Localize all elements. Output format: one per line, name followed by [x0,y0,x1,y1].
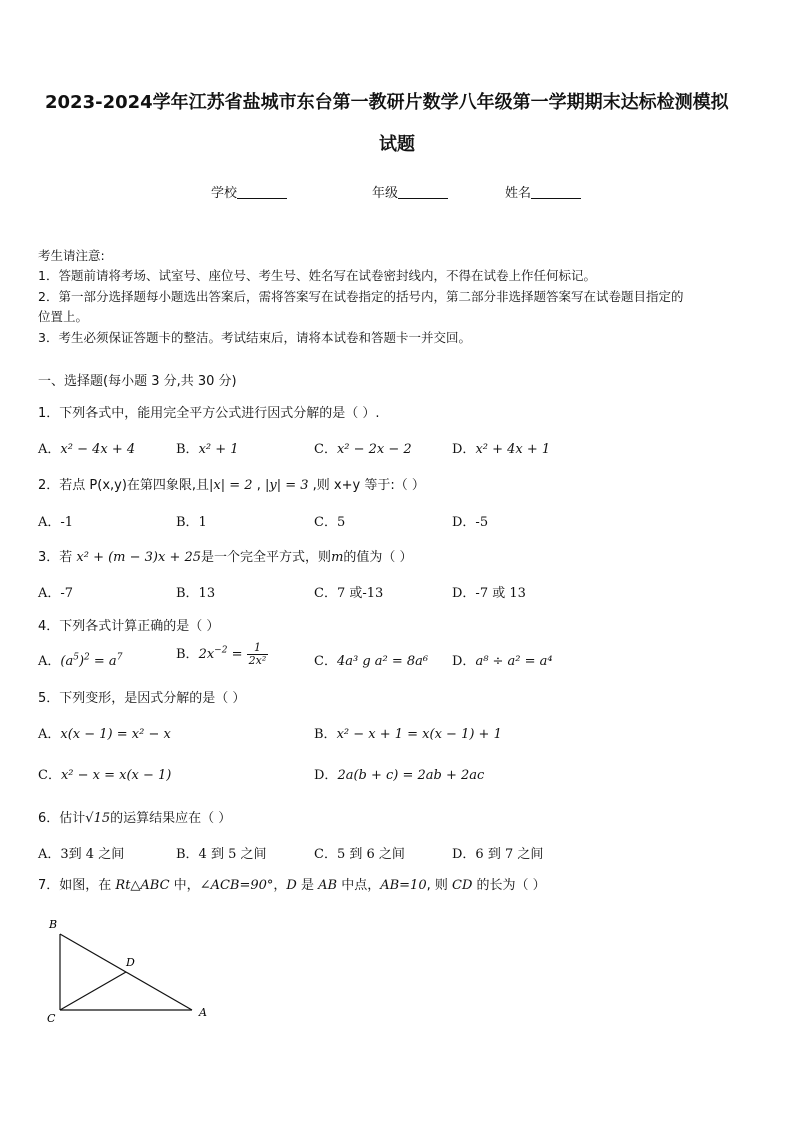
q6-stem [38,807,231,826]
q2-option-c: C．5 [314,515,346,530]
q4-d-math: a⁸ ÷ a² = a⁴ [475,654,553,669]
q7-cd: CD [452,878,473,893]
q5-option-c [38,764,171,783]
q2-abs-y: |y| = 3 [264,478,309,493]
q5-a-letter: A． [38,727,61,742]
notice-item-1: 1．答题前请将考场、试室号、座位号、考生号、姓名写在试卷密封线内，不得在试卷上作任何标记。 [38,268,596,283]
q4-b-den: 2x² [248,654,267,667]
page-title-line2: 试题 [379,134,415,155]
page-title-line1: 2023-2024学年江苏省盐城市东台第一教研片数学八年级第一学期期末达标检测模拟 [45,92,729,113]
grade-label: 年级 [372,186,399,201]
q5-option-b [314,723,502,742]
q4-a-close: ) [78,654,85,669]
segment-cd [60,972,126,1010]
q6-option-b: B．4 到 5 之间 [176,847,267,862]
q4-a-exp1: 5 [73,652,79,663]
q3-var: m [331,550,344,565]
q1-option-a [38,438,135,457]
q6-stem-pre: 6．估计 [38,811,86,826]
q7-s6: 的长为（ ） [472,878,546,893]
q5-b-math: x² − x + 1 = x(x − 1) + 1 [336,727,502,742]
q7-ab: AB [318,878,338,893]
q2-stem-pre: 2．若点 P(x,y)在第四象限,且 [38,478,210,493]
q5-d-letter: D． [314,768,338,783]
q4-b-exp: −2 [214,645,228,656]
label-b: B [49,918,58,931]
q4-b-eq: = [227,647,247,662]
q2-stem-post: ,则 x+y 等于:（ ） [308,478,425,493]
q3-stem-mid: 是一个完全平方式，则 [201,550,332,565]
name-blank [531,185,581,199]
q4-b-num: 1 [247,642,269,655]
notice-heading: 考生请注意: [38,248,105,263]
q2-option-b: B．1 [176,515,207,530]
school-blank [237,185,287,199]
q4-d-letter: D． [452,654,476,669]
q4-b-lhs: 2x [198,647,215,662]
q3-stem-post: 的值为（ ） [343,550,413,565]
notice-item-2: 2．第一部分选择题每小题选出答案后，需将答案写在试卷指定的括号内，第二部分非选择题答案写在试卷题目指定的 [38,289,684,304]
q5-option-d [314,764,484,783]
q5-b-letter: B． [314,727,337,742]
q2-option-a: A．-1 [38,515,74,530]
label-c: C [47,1012,56,1025]
q3-option-d: D．-7 或 13 [452,586,526,601]
q6-option-c: C．5 到 6 之间 [314,847,405,862]
q2-abs-x: |x| = 2 [209,478,253,493]
q4-a-exp3: 7 [116,652,123,663]
q1-option-b [176,438,239,457]
q7-d: D [286,878,297,893]
q1-b-letter: B． [176,442,199,457]
q1-d-letter: D． [452,442,476,457]
q7-s1: 中， [169,878,200,893]
q3-option-c: C．7 或-13 [314,586,384,601]
q5-stem: 5．下列变形，是因式分解的是（ ） [38,691,246,706]
q1-d-math: x² + 4x + 1 [475,442,551,457]
grade-field [372,182,448,201]
notice-item-2-cont: 位置上。 [38,309,89,324]
school-field [211,182,287,201]
q2-option-d: D．-5 [452,515,489,530]
q7-angle: ∠ACB=90° [199,878,274,893]
q6-option-d: D．6 到 7 之间 [452,847,544,862]
q6-stem-post: 的运算结果应在（ ） [110,811,232,826]
q2-stem [38,474,425,493]
q1-c-letter: C． [314,442,337,457]
q4-a-eq: = a [89,654,117,669]
q1-a-letter: A． [38,442,61,457]
q1-option-d [452,438,550,457]
q7-rt: Rt△ABC [115,878,170,893]
q4-a-math [60,654,122,669]
q4-option-c [314,650,428,669]
q6-radical: √15 [85,811,111,826]
q4-c-math: 4a³ g a² = 8a⁶ [336,654,429,669]
q4-option-d [452,650,553,669]
q4-a-exp2: 2 [84,652,90,663]
q5-c-letter: C． [38,768,61,783]
q4-option-b [176,642,268,667]
q4-b-fraction [247,642,269,667]
name-field [505,182,581,201]
q7-s0: 7．如图，在 [38,878,116,893]
q5-option-a [38,723,171,742]
q7-triangle-figure [40,912,220,1027]
q3-stem-pre: 3．若 [38,550,77,565]
q5-a-math: x(x − 1) = x² − x [60,727,171,742]
q1-stem: 1．下列各式中，能用完全平方公式进行因式分解的是（ ）. [38,406,380,421]
label-a: A [199,1006,207,1019]
q1-a-math: x² − 4x + 4 [60,442,136,457]
q1-c-math: x² − 2x − 2 [336,442,412,457]
name-label: 姓名 [505,186,532,201]
q7-s4: 中点， [337,878,381,893]
section-title: 一、选择题(每小题 3 分,共 30 分) [38,374,237,389]
notice-item-3: 3．考生必须保证答题卡的整洁。考试结束后，请将本试卷和答题卡一并交回。 [38,330,471,345]
q7-ab10: AB=10 [380,878,427,893]
q4-option-a [38,650,122,669]
q1-b-math: x² + 1 [198,442,239,457]
q7-stem [38,874,546,893]
q3-stem [38,546,413,565]
q5-c-math: x² − x = x(x − 1) [60,768,172,783]
q7-s2: ， [273,878,287,893]
label-d: D [126,956,135,969]
school-label: 学校 [211,186,238,201]
q4-stem: 4．下列各式计算正确的是（ ） [38,619,220,634]
q4-b-letter: B． [176,647,199,662]
q4-a-letter: A． [38,654,61,669]
q2-sep: , [252,478,265,493]
q3-expr: x² + (m − 3)x + 25 [76,550,202,565]
q4-a-base: (a [60,654,74,669]
q4-c-letter: C． [314,654,337,669]
q1-option-c [314,438,412,457]
q7-s5: , 则 [426,878,453,893]
q3-option-b: B．13 [176,586,216,601]
q7-s3: 是 [296,878,319,893]
grade-blank [398,185,448,199]
q3-option-a: A．-7 [38,586,74,601]
q5-d-math: 2a(b + c) = 2ab + 2ac [337,768,485,783]
q6-option-a: A．3到 4 之间 [38,847,125,862]
